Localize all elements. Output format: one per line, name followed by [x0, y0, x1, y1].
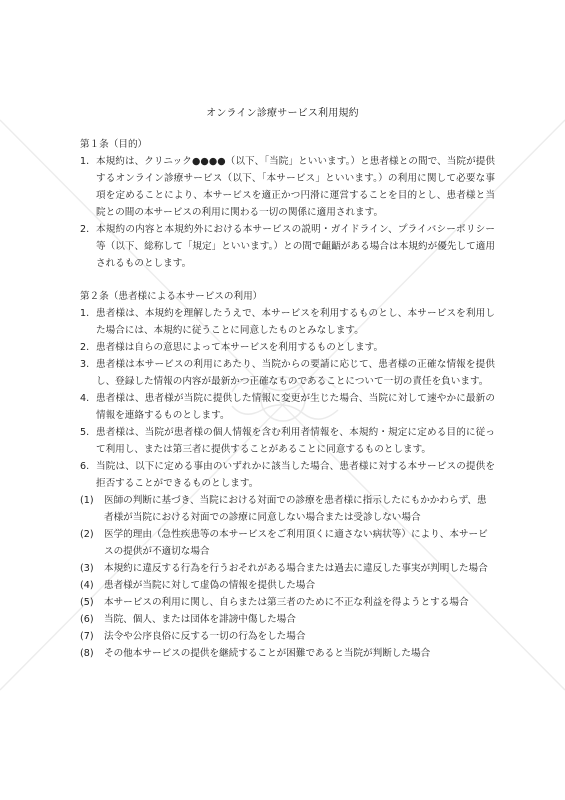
- article2-item: [80, 424, 495, 458]
- item-text: 本規約の内容と本規約外における本サービスの説明・ガイドライン、プライバシーポリシー等（以下、総称して「規定」といいます。）との間で齟齬がある場合は本規約が優先して適用されるものとします。: [96, 224, 495, 269]
- article1-item: [80, 221, 495, 272]
- item-number: 2.: [80, 224, 90, 235]
- article2-item: [80, 458, 495, 492]
- item-number: 4.: [80, 393, 90, 404]
- article2-item: [80, 356, 495, 390]
- item-number: 1.: [80, 156, 90, 167]
- item-text: 患者様は自らの意思によって本サービスを利用するものとします。: [96, 342, 384, 353]
- article2-subitem: [80, 492, 495, 526]
- article2-item: [80, 390, 495, 424]
- subitem-text: 当院、個人、または団体を誹謗中傷した場合: [104, 614, 296, 625]
- article2-subitem: [80, 645, 495, 662]
- subitem-text: 医師の判断に基づき、当院における対面での診療を患者様に指示したにもかかわらず、患者様が当院における対面での診療に同意しない場合または受診しない場合: [104, 495, 487, 523]
- subitem-text: 本サービスの利用に関し、自らまたは第三者のために不正な利益を得ようとする場合: [104, 597, 469, 608]
- article2-subitem: [80, 560, 495, 577]
- item-text: 患者様は、当院が患者様の個人情報を含む利用者情報を、本規約・規定に定める目的に従って利用し、または第三者に提供することがあることに同意するものとします。: [96, 427, 495, 455]
- item-number: 5.: [80, 427, 90, 438]
- subitem-number: (2): [80, 529, 94, 540]
- item-number: 1.: [80, 308, 90, 319]
- item-text: 患者様は、患者様が当院に提供した情報に変更が生じた場合、当院に対して速やかに最新の情報を連絡するものとします。: [96, 393, 495, 421]
- item-text: 当院は、以下に定める事由のいずれかに該当した場合、患者様に対する本サービスの提供を拒否することができるものとします。: [96, 461, 495, 489]
- article2-subitem: [80, 611, 495, 628]
- article2-subitem: [80, 526, 495, 560]
- article2-item: [80, 305, 495, 339]
- subitem-number: (3): [80, 563, 94, 574]
- subitem-number: (7): [80, 631, 94, 642]
- article2-heading: 第２条（患者様による本サービスの利用）: [80, 291, 263, 302]
- subitem-number: (5): [80, 597, 94, 608]
- subitem-number: (4): [80, 580, 94, 591]
- article1-heading: 第１条（目的）: [80, 139, 148, 150]
- article2-subitem: [80, 594, 495, 611]
- item-text: 患者様は、本規約を理解したうえで、本サービスを利用するものとし、本サービスを利用した場合には、本規約に従うことに同意したものとみなします。: [96, 308, 495, 336]
- item-text: 本規約は、クリニック●●●●（以下、「当院」といいます。）と患者様との間で、当院が提供するオンライン診療サービス（以下、「本サービス」といいます。）の利用に関して必要な事項を定めることにより、本サービスを適正かつ円滑に運営することを目的とし、患者様と当院との間の本サービスの利用に関わる一切の関係に適用されます。: [96, 156, 495, 218]
- item-number: 6.: [80, 461, 90, 472]
- document-body: [80, 136, 495, 662]
- item-text: 患者様は本サービスの利用にあたり、当院からの要請に応じて、患者様の正確な情報を提供し、登録した情報の内容が最新かつ正確なものであることについて一切の責任を負います。: [96, 359, 495, 387]
- subitem-text: 医学的理由（急性疾患等の本サービスをご利用頂くに適さない病状等）により、本サービスの提供が不適切な場合: [104, 529, 488, 557]
- article2-subitem: [80, 628, 495, 645]
- subitem-number: (1): [80, 495, 94, 506]
- document-title: オンライン診療サービス利用規約: [206, 108, 359, 119]
- article2-subitem: [80, 577, 495, 594]
- article1-item: [80, 153, 495, 221]
- subitem-text: 患者様が当院に対して虚偽の情報を提供した場合: [104, 580, 316, 591]
- item-number: 3.: [80, 359, 90, 370]
- subitem-number: (8): [80, 648, 94, 659]
- subitem-text: 本規約に違反する行為を行うおそれがある場合または過去に違反した事実が判明した場合: [104, 563, 488, 574]
- subitem-text: その他本サービスの提供を継続することが困難であると当院が判断した場合: [104, 648, 431, 659]
- subitem-number: (6): [80, 614, 94, 625]
- article2-item: [80, 339, 495, 356]
- subitem-text: 法令や公序良俗に反する一切の行為をした場合: [104, 631, 306, 642]
- item-number: 2.: [80, 342, 90, 353]
